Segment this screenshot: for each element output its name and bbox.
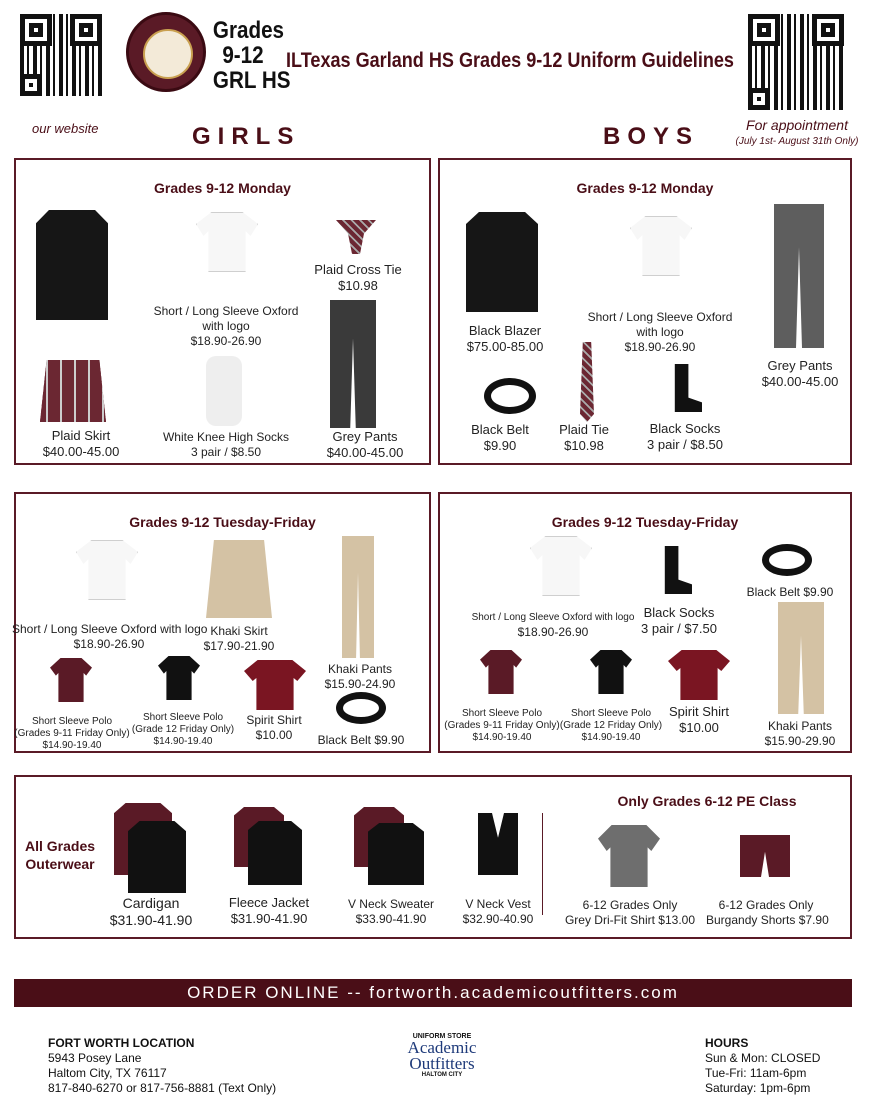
our-website-caption: our website: [32, 121, 99, 136]
vest-label: V Neck Vest $32.90-40.90: [462, 897, 534, 926]
outerwear-section: [14, 775, 852, 939]
plaid-skirt-image: [40, 360, 106, 422]
black-socks-label: Black Socks 3 pair / $7.50: [641, 605, 717, 636]
outerwear-label: All Grades Outerwear: [24, 838, 96, 872]
academic-outfitters-logo: [380, 1033, 504, 1078]
black-socks-label: Black Socks 3 pair / $8.50: [647, 421, 723, 452]
spirit-shirt-image: [244, 660, 306, 710]
address-line1: 5943 Posey Lane: [48, 1051, 142, 1065]
appointment-qr-code[interactable]: [748, 14, 844, 110]
location-title: FORT WORTH LOCATION: [48, 1036, 195, 1050]
pe-title: Only Grades 6-12 PE Class: [617, 793, 797, 809]
polo1-label: Short Sleeve Polo (Grades 9-11 Friday Only) $14.90-19.40: [14, 716, 130, 751]
appointment-dates: (July 1st- August 31th Only): [735, 136, 859, 147]
hours-title: HOURS: [705, 1036, 749, 1050]
logo-line2: Outfitters: [409, 1054, 475, 1073]
cardigan-black-image: [128, 821, 186, 893]
cross-tie-image: [336, 220, 376, 254]
belt-label: Black Belt $9.90: [317, 733, 405, 747]
hours-line1: Sun & Mon: CLOSED: [705, 1051, 821, 1065]
black-polo-image: [158, 656, 200, 700]
pe-shirt-image: [598, 825, 660, 887]
black-polo-image: [590, 650, 632, 694]
hours-line3: Saturday: 1pm-6pm: [705, 1081, 811, 1095]
blazer-image: [466, 212, 538, 312]
boys-monday-section: [438, 158, 852, 465]
pe-shirt-label: 6-12 Grades Only Grey Dri-Fit Shirt $13.00: [564, 898, 696, 927]
pe-shorts-image: [740, 835, 790, 877]
website-qr-code[interactable]: [20, 14, 102, 96]
khaki-pants-image: [342, 536, 374, 658]
address-line2: Haltom City, TX 76117: [48, 1066, 167, 1080]
boys-heading: BOYS: [603, 123, 700, 150]
pe-shorts-label: 6-12 Grades Only Burgandy Shorts $7.90: [706, 898, 829, 927]
polo2-label: Short Sleeve Polo (Grade 12 Friday Only) $14.90-19.40: [131, 712, 235, 747]
grey-pants-image: [330, 300, 376, 428]
polo1-label: Short Sleeve Polo (Grades 9-11 Friday Only) $14.90-19.40: [444, 708, 560, 743]
khaki-pants-label: Khaki Pants $15.90-24.90: [324, 662, 396, 691]
grey-pants-label: Grey Pants $40.00-45.00: [326, 429, 404, 460]
blazer-label: Black Blazer $75.00-85.00: [466, 323, 544, 354]
girls-tf-title: Grades 9-12 Tuesday-Friday: [129, 514, 316, 530]
cardigan-label: Cardigan $31.90-41.90: [109, 895, 193, 928]
grey-pants-image: [774, 204, 824, 348]
grey-pants-label: Grey Pants $40.00-45.00: [761, 358, 839, 389]
logo-bottom: HALTOM CITY: [421, 1072, 463, 1078]
vest-image: [478, 813, 518, 875]
page-title: ILTexas Garland HS Grades 9-12 Uniform Guidelines: [286, 49, 734, 72]
belt-label: Black Belt $9.90: [746, 585, 834, 599]
belt-image: [762, 544, 812, 576]
khaki-pants-label: Khaki Pants $15.90-29.90: [764, 719, 836, 748]
girls-tuesday-friday-section: [14, 492, 431, 753]
cross-tie-label: Plaid Cross Tie $10.98: [314, 262, 402, 293]
khaki-skirt-image: [206, 540, 272, 618]
shirt-label: Short / Long Sleeve Oxford with logo $18.90-26.90: [12, 622, 208, 651]
blazer-image: [36, 210, 108, 320]
logo-line1: Academic: [407, 1038, 477, 1057]
fleece-label: Fleece Jacket $31.90-41.90: [228, 895, 310, 926]
hours-line2: Tue-Fri: 11am-6pm: [705, 1066, 807, 1080]
spirit-shirt-image: [668, 650, 730, 700]
plaid-tie-label: Plaid Tie $10.98: [559, 422, 609, 453]
belt-label: Black Belt $9.90: [471, 422, 529, 453]
maroon-polo-image: [50, 658, 92, 702]
location-block: [48, 1036, 276, 1096]
black-socks-image: [668, 364, 702, 412]
shirt-label: Short / Long Sleeve Oxford with logo $18.90-26.90: [471, 612, 635, 639]
knee-socks-label: White Knee High Socks 3 pair / $8.50: [162, 430, 290, 459]
spirit-shirt-label: Spirit Shirt $10.00: [246, 713, 302, 742]
polo2-label: Short Sleeve Polo (Grade 12 Friday Only) $14.90-19.40: [559, 708, 663, 743]
grades-line3: GRL HS: [212, 67, 291, 94]
knee-socks-image: [206, 356, 242, 426]
khaki-skirt-label: Khaki Skirt $17.90-21.90: [203, 624, 275, 653]
phone-numbers: 817-840-6270 or 817-756-8881 (Text Only): [48, 1081, 277, 1095]
belt-image: [484, 378, 536, 414]
maroon-polo-image: [480, 650, 522, 694]
belt-image: [336, 692, 386, 724]
boys-tuesday-friday-section: [438, 492, 852, 753]
girls-heading: GIRLS: [192, 123, 301, 150]
black-socks-image: [658, 546, 692, 594]
order-online-banner[interactable]: ORDER ONLINE -- fortworth.academicoutfitters.com: [14, 979, 852, 1007]
plaid-skirt-label: Plaid Skirt $40.00-45.00: [42, 428, 120, 459]
oxford-shirt-image: [76, 540, 138, 600]
hours-block: [705, 1036, 820, 1096]
spirit-shirt-label: Spirit Shirt $10.00: [669, 704, 729, 735]
khaki-pants-image: [778, 602, 824, 714]
shirt-name: Short / Long Sleeve Oxford with logo $18.90-26.90: [153, 304, 299, 348]
shirt-label: Short / Long Sleeve Oxford with logo $18.90-26.90: [587, 310, 733, 354]
grades-label: [208, 17, 291, 94]
logo-top: UNIFORM STORE: [412, 1033, 472, 1040]
school-seal-logo: [126, 12, 206, 92]
girls-monday-title: Grades 9-12 Monday: [154, 180, 291, 196]
boys-monday-title: Grades 9-12 Monday: [576, 180, 714, 196]
grades-line1: Grades: [212, 17, 285, 44]
pe-divider: [542, 813, 543, 915]
sweater-black-image: [368, 823, 424, 885]
oxford-shirt-image: [530, 536, 592, 596]
grades-line2: 9-12: [222, 42, 264, 69]
appointment-caption: For appointment: [746, 117, 848, 133]
fleece-black-image: [248, 821, 302, 885]
oxford-shirt-image: [630, 216, 692, 276]
sweater-label: V Neck Sweater $33.90-41.90: [347, 897, 435, 926]
boys-tf-title: Grades 9-12 Tuesday-Friday: [551, 514, 739, 530]
girls-monday-section: [14, 158, 431, 465]
oxford-shirt-image: [196, 212, 258, 272]
